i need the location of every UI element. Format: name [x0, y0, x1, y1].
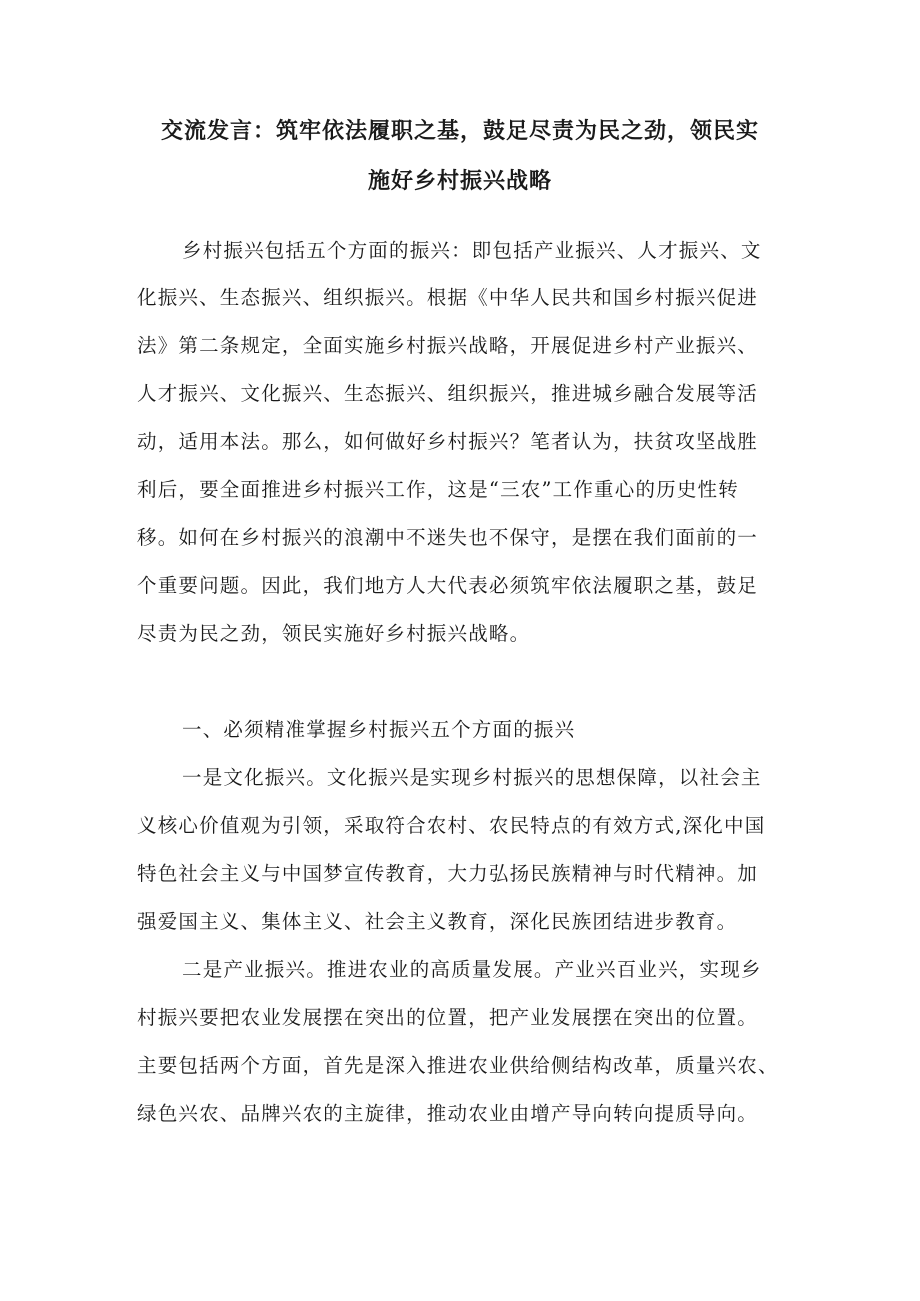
paragraph-1-line-7: 移。如何在乡村振兴的浪潮中不迷失也不保守，是摆在我们面前的一	[137, 526, 759, 549]
paragraph-1-line-6: 利后，要全面推进乡村振兴工作，这是“三农”工作重心的历史性转	[137, 478, 739, 501]
paragraph-3-line-3: 主要包括两个方面，首先是深入推进农业供给侧结构改革，质量兴农、	[137, 1054, 779, 1077]
paragraph-1-line-3: 法》第二条规定，全面实施乡村振兴战略，开展促进乡村产业振兴、	[137, 334, 759, 357]
paragraph-2-line-4: 强爱国主义、集体主义、社会主义教育，深化民族团结进步教育。	[137, 910, 738, 933]
paragraph-3-line-2: 村振兴要把农业发展摆在突出的位置，把产业发展摆在突出的位置。	[137, 1006, 759, 1029]
paragraph-1-line-8: 个重要问题。因此，我们地方人大代表必须筑牢依法履职之基，鼓足	[137, 574, 759, 597]
paragraph-1-line-1: 乡村振兴包括五个方面的振兴：即包括产业振兴、人才振兴、文	[182, 239, 762, 262]
paragraph-1-line-2: 化振兴、生态振兴、组织振兴。根据《中华人民共和国乡村振兴促进	[137, 286, 759, 309]
paragraph-1-line-4: 人才振兴、文化振兴、生态振兴、组织振兴，推进城乡融合发展等活	[137, 382, 759, 405]
paragraph-3-line-1: 二是产业振兴。推进农业的高质量发展。产业兴百业兴，实现乡	[182, 958, 762, 981]
paragraph-2-line-2: 义核心价值观为引领，采取符合农村、农民特点的有效方式,深化中国	[137, 814, 766, 837]
paragraph-2-line-3: 特色社会主义与中国梦宣传教育，大力弘扬民族精神与时代精神。加	[137, 862, 759, 885]
paragraph-2-line-1: 一是文化振兴。文化振兴是实现乡村振兴的思想保障，以社会主	[182, 766, 762, 789]
document-title-line-1: 交流发言：筑牢依法履职之基，鼓足尽责为民之劲，领民实	[160, 119, 759, 144]
section-heading-1: 一、必须精准掌握乡村振兴五个方面的振兴	[182, 718, 576, 741]
paragraph-3-line-4: 绿色兴农、品牌兴农的主旋律，推动农业由增产导向转向提质导向。	[137, 1102, 759, 1125]
document-title-line-2: 施好乡村振兴战略	[367, 169, 552, 194]
paragraph-1-line-5: 动，适用本法。那么，如何做好乡村振兴？笔者认为，扶贫攻坚战胜	[137, 430, 759, 453]
paragraph-1-line-9: 尽责为民之劲，领民实施好乡村振兴战略。	[137, 622, 531, 645]
